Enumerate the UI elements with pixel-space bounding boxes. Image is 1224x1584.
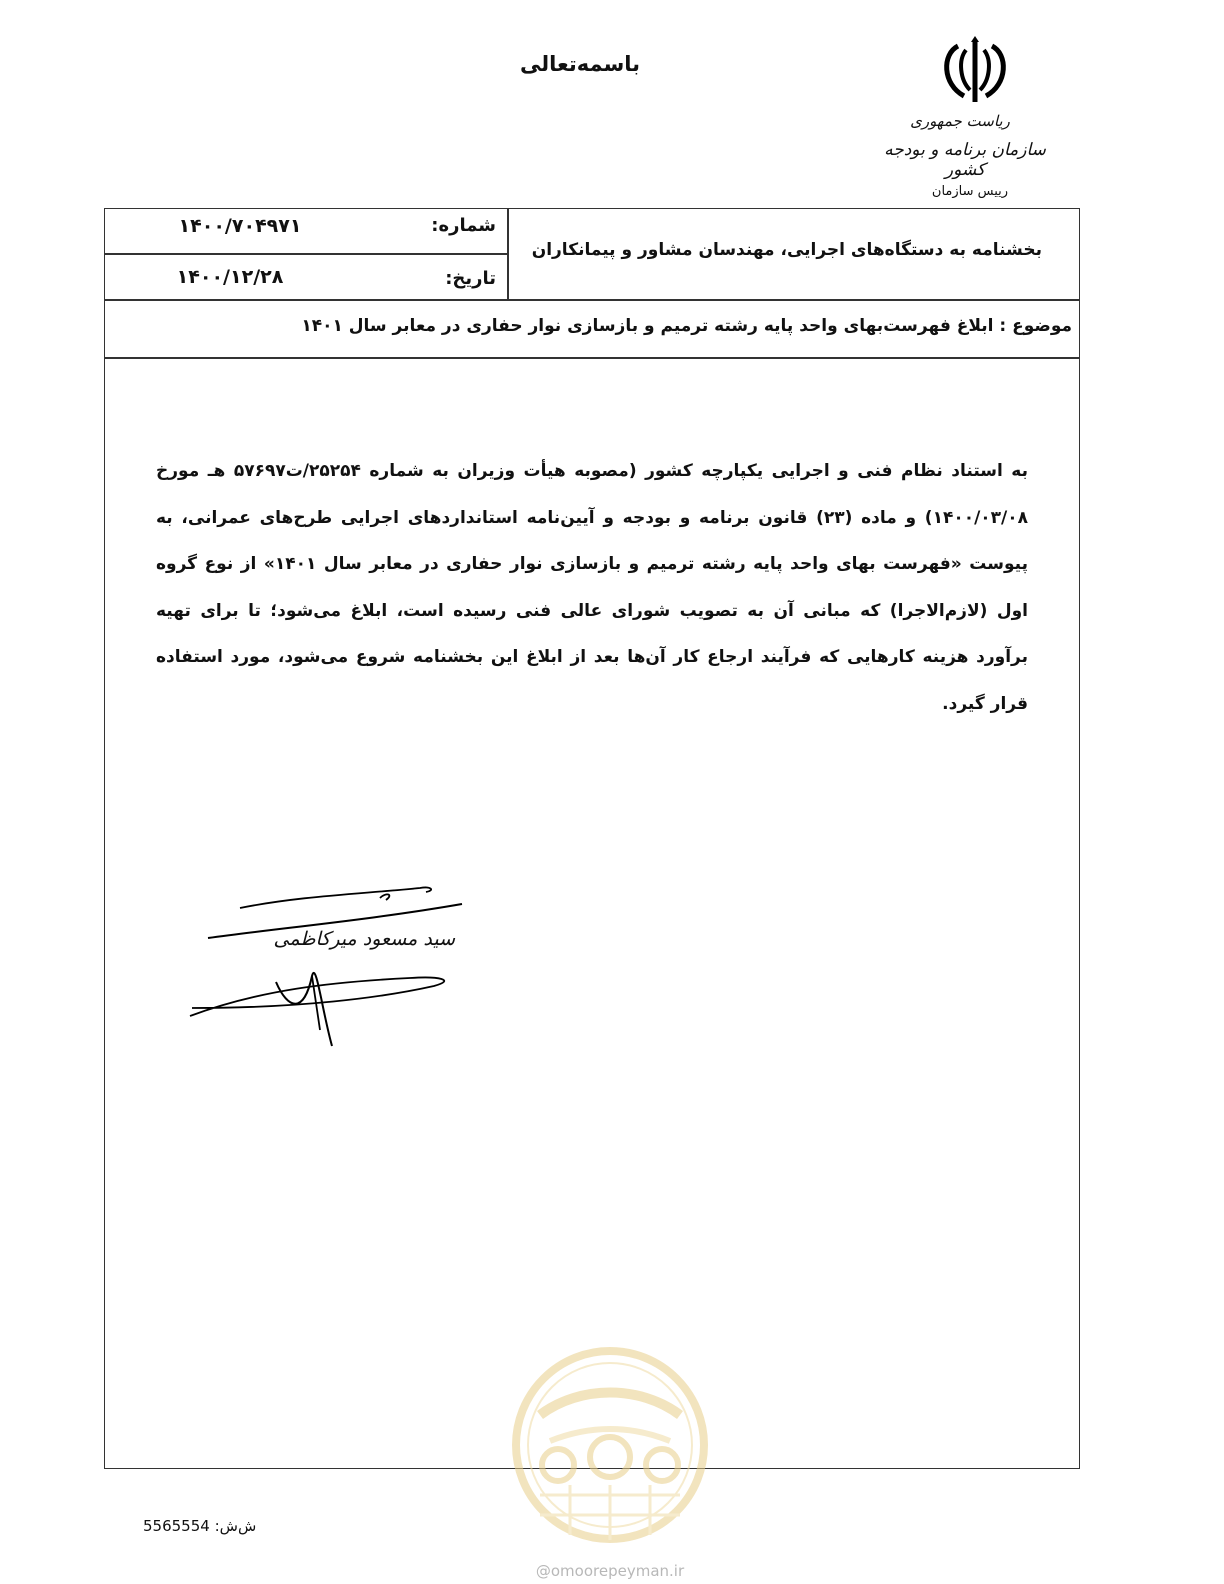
signature-scribble [180, 880, 480, 1060]
number-value: ۱۴۰۰/۷۰۴۹۷۱ [178, 215, 302, 237]
org-role: رییس سازمان [931, 184, 1009, 199]
subject-line: موضوع : ابلاغ فهرست‌بهای واحد پایه رشته ترمیم و بازسازی نوار حفاری در معابر سال ۱۴۰۱ [301, 316, 1072, 336]
date-value: ۱۴۰۰/۱۲/۲۸ [176, 266, 284, 288]
watermark-logo-icon [510, 1345, 710, 1545]
subject-bottom-rule [104, 357, 1080, 359]
iran-emblem-icon [930, 32, 1020, 112]
watermark-url: @omoorepeyman.ir [535, 1562, 685, 1580]
meta-divider [104, 253, 508, 255]
number-label: شماره: [431, 215, 496, 236]
invocation-heading: باسمه‌تعالی [520, 52, 640, 76]
serial-footnote: ش‌ش: 5565554 [143, 1517, 257, 1535]
letter-body: به استناد نظام فنی و اجرایی یکپارچه کشور (مصوبه هیأت وزیران به شماره ۲۵۲۵۴/ت۵۷۶۹۷ هـ مورخ ۱۴۰۰/۰۳/۰۸) و ماده (۲۳) قانون برنامه و بودجه و آیین‌نامه استانداردهای اجرایی طرح‌های عمرانی، به پیوست «فهرست بهای واحد پایه رشته ترمیم و بازسازی نوار حفاری در معابر سال ۱۴۰۱» از نوع گروه اول (لازم‌الاجرا) که مبانی آن به تصویب شورای عالی فنی رسیده است، ابلاغ می‌شود؛ تا برای تهیه برآورد هزینه کارهایی که فرآیند ارجاع کار آن‌ها بعد از ابلاغ این بخشنامه شروع می‌شود، مورد استفاده قرار گیرد. [156, 461, 1029, 714]
signatory-name: سید مسعود میرکاظمی [273, 928, 455, 950]
header-column-divider [507, 208, 509, 300]
header-bottom-rule [104, 299, 1080, 301]
letter-frame [104, 208, 1080, 1469]
recipients-line: بخشنامه به دستگاه‌های اجرایی، مهندسان مشاور و پیمانکاران [531, 240, 1042, 260]
date-label: تاریخ: [445, 268, 496, 289]
org-name: سازمان برنامه و بودجه کشور [884, 140, 1046, 180]
org-presidency: ریاست جمهوری [910, 112, 1010, 130]
